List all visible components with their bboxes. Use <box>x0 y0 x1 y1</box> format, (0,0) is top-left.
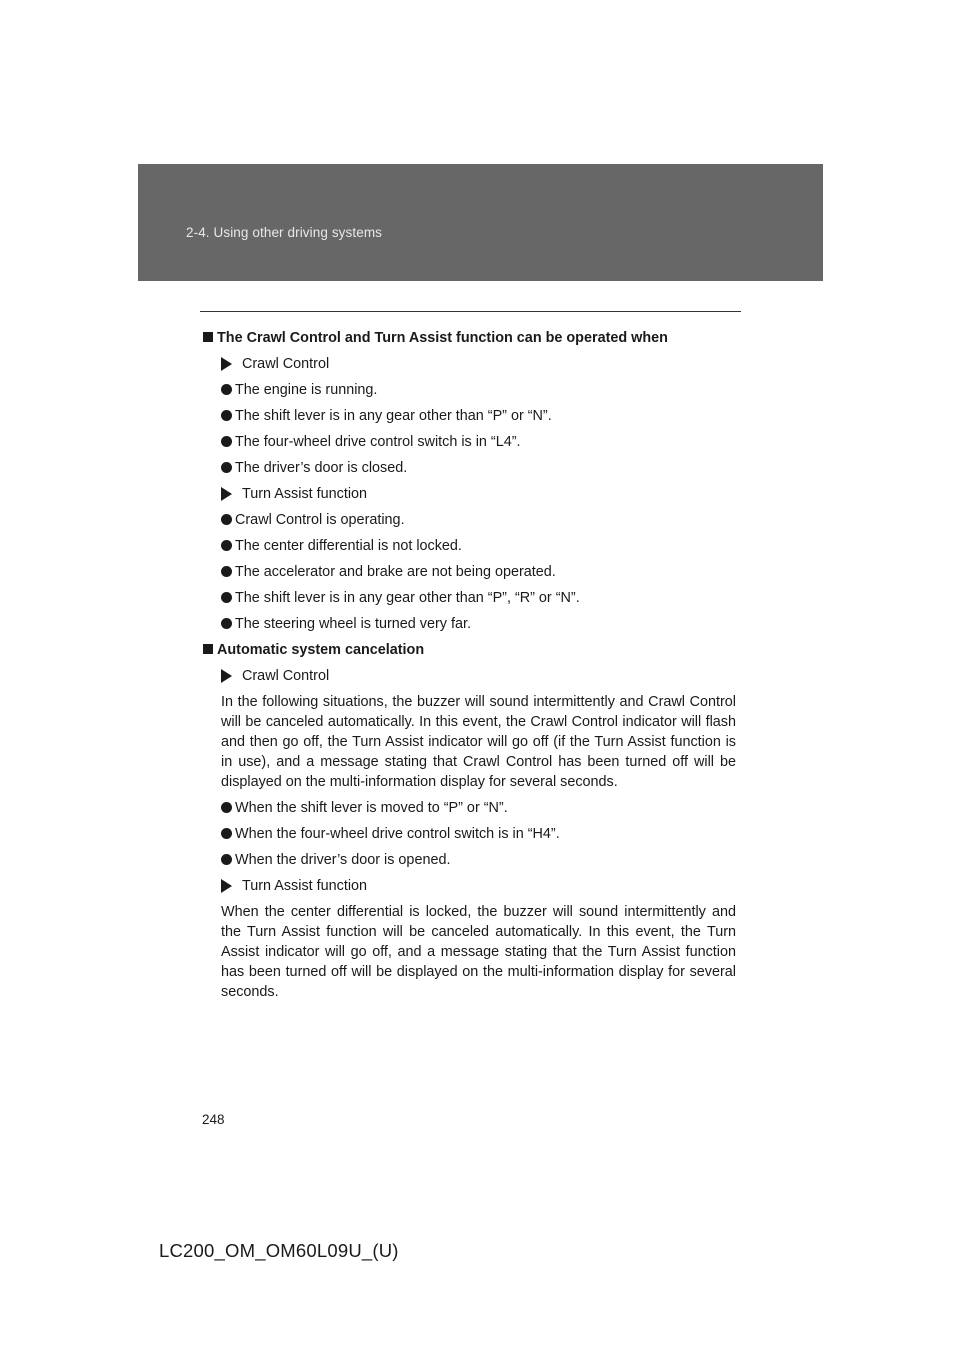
triangle-arrow-icon <box>221 357 232 371</box>
list-item: The shift lever is in any gear other than “P”, “R” or “N”. <box>203 588 736 608</box>
bullet-dot-icon <box>221 384 232 395</box>
list-item: The shift lever is in any gear other than “P” or “N”. <box>203 406 736 426</box>
bullet-dot-icon <box>221 802 232 813</box>
triangle-arrow-icon <box>221 879 232 893</box>
page-number: 248 <box>202 1112 225 1127</box>
bullet-dot-icon <box>221 540 232 551</box>
square-bullet-icon <box>203 332 213 342</box>
subheading-turn-assist: Turn Assist function <box>203 484 736 504</box>
triangle-arrow-icon <box>221 669 232 683</box>
bullet-dot-icon <box>221 592 232 603</box>
list-item: The driver’s door is closed. <box>203 458 736 478</box>
list-item: When the four-wheel drive control switch is in “H4”. <box>203 824 736 844</box>
content <box>203 328 736 1008</box>
subheading-crawl-control: Crawl Control <box>203 666 736 686</box>
list-item: The accelerator and brake are not being operated. <box>203 562 736 582</box>
list-item: The steering wheel is turned very far. <box>203 614 736 634</box>
list-item: The center differential is not locked. <box>203 536 736 556</box>
section-heading: Automatic system cancelation <box>203 640 736 660</box>
subheading-crawl-control: Crawl Control <box>203 354 736 374</box>
bullet-dot-icon <box>221 410 232 421</box>
list-item: When the shift lever is moved to “P” or “N”. <box>203 798 736 818</box>
triangle-arrow-icon <box>221 487 232 501</box>
bullet-dot-icon <box>221 618 232 629</box>
bullet-dot-icon <box>221 514 232 525</box>
bullet-dot-icon <box>221 566 232 577</box>
subheading-turn-assist: Turn Assist function <box>203 876 736 896</box>
paragraph: In the following situations, the buzzer will sound intermittently and Crawl Control will be canceled automatically. In this event, the Crawl Control indicator will flash and then go off, the Turn Assist indicator will go off (if the Turn Assist function is in use), and a message stating that Crawl Control has been turned off will be displayed on the multi-information display for several seconds. <box>221 694 736 790</box>
bullet-dot-icon <box>221 462 232 473</box>
bullet-dot-icon <box>221 436 232 447</box>
footer-code: LC200_OM_OM60L09U_(U) <box>159 1240 399 1261</box>
bullet-dot-icon <box>221 828 232 839</box>
header-band <box>138 164 823 281</box>
paragraph: When the center differential is locked, the buzzer will sound intermittently and the Turn Assist function will be canceled automatically. In this event, the Turn Assist indicator will go off, and a message stating that the Turn Assist function has been turned off will be displayed on the multi-information display for several seconds. <box>221 904 736 1000</box>
list-item: The engine is running. <box>203 380 736 400</box>
divider <box>200 311 741 312</box>
section-title: 2-4. Using other driving systems <box>186 225 383 240</box>
list-item: When the driver’s door is opened. <box>203 850 736 870</box>
list-item: The four-wheel drive control switch is in “L4”. <box>203 432 736 452</box>
section-heading: The Crawl Control and Turn Assist function can be operated when <box>203 328 736 348</box>
square-bullet-icon <box>203 644 213 654</box>
bullet-dot-icon <box>221 854 232 865</box>
list-item: Crawl Control is operating. <box>203 510 736 530</box>
